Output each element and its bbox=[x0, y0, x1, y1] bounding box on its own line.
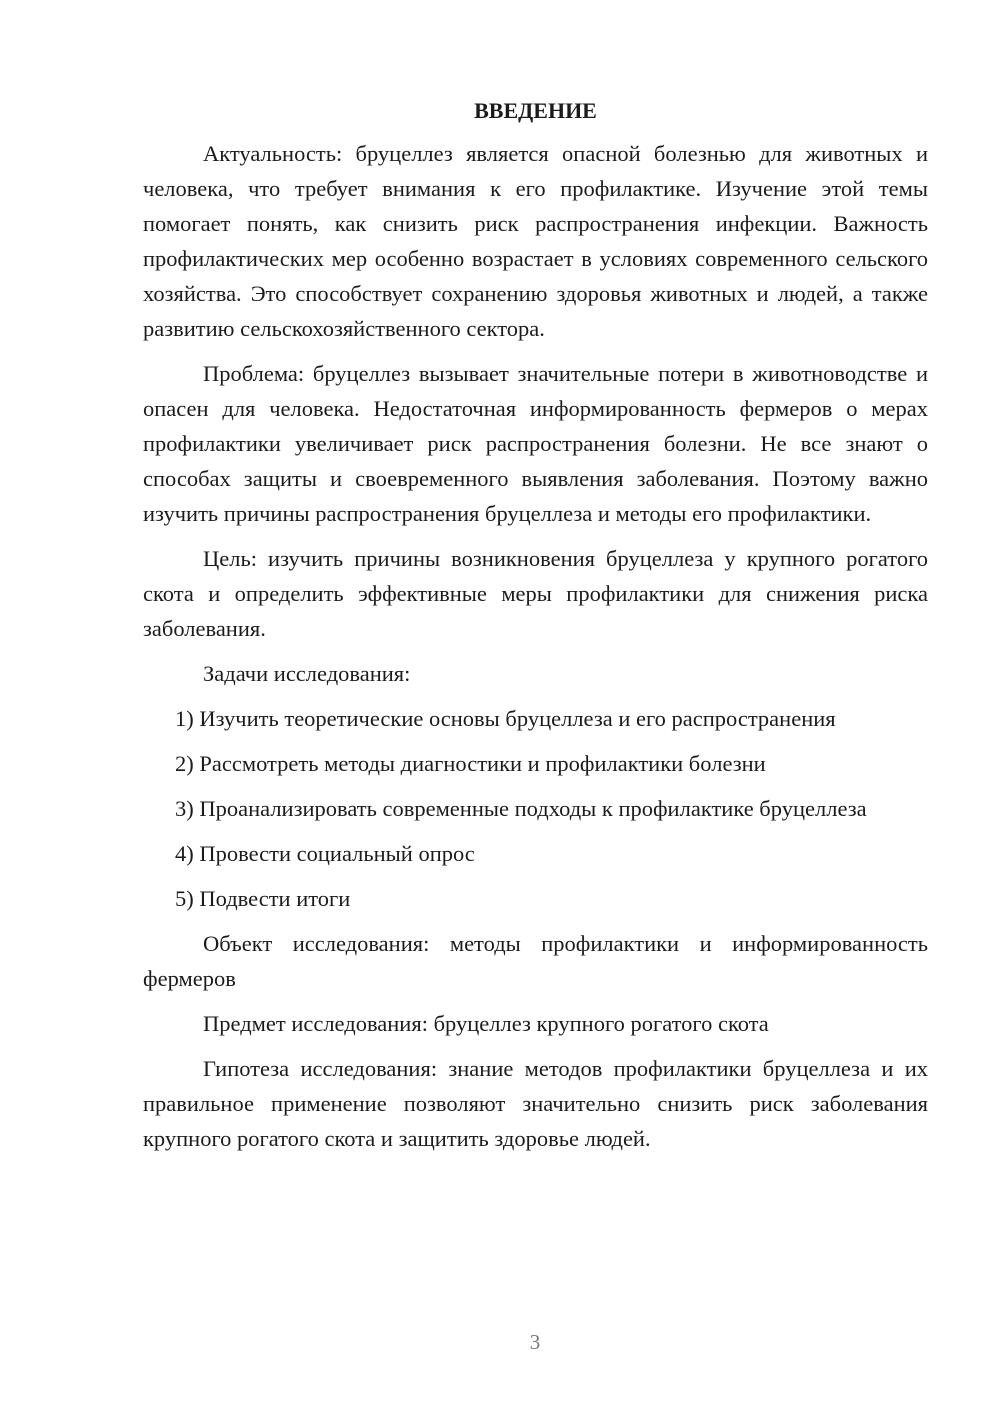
subject-paragraph: Предмет исследования: бруцеллез крупного рогатого скота bbox=[203, 1011, 769, 1036]
document-page bbox=[143, 93, 928, 1166]
object-paragraph: Объект исследования: методы профилактики и информированность фермеров bbox=[143, 931, 928, 991]
tasks-heading: Задачи исследования: bbox=[203, 661, 411, 686]
task-item-5: 5) Подвести итоги bbox=[175, 886, 351, 911]
section-title: ВВЕДЕНИЕ bbox=[474, 98, 597, 123]
hypothesis-paragraph: Гипотеза исследования: знание методов профилактики бруцеллеза и их правильное применение позволяют значительно снизить риск заболевания крупного рогатого скота и защитить здоровье людей. bbox=[143, 1056, 928, 1151]
task-item-4: 4) Провести социальный опрос bbox=[175, 841, 475, 866]
problem-paragraph: Проблема: бруцеллез вызывает значительные потери в животноводстве и опасен для человека. Недостаточная информированность фермеров о мерах профилактики увеличивает риск распространения болезни. Не все знают о способах защиты и своевременного выявления заболевания. Поэтому важно изучить причины распространения бруцеллеза и методы его профилактики. bbox=[143, 361, 928, 526]
relevance-paragraph: Актуальность: бруцеллез является опасной болезнью для животных и человека, что требует внимания к его профилактике. Изучение этой темы помогает понять, как снизить риск распространения инфекции. Важность профилактических мер особенно возрастает в условиях современного сельского хозяйства. Это способствует сохранению здоровья животных и людей, а также развитию сельскохозяйственного сектора. bbox=[143, 141, 928, 341]
task-item-2: 2) Рассмотреть методы диагностики и профилактики болезни bbox=[175, 751, 766, 776]
page-number: 3 bbox=[529, 1330, 541, 1354]
goal-paragraph: Цель: изучить причины возникновения бруцеллеза у крупного рогатого скота и определить эффективные меры профилактики для снижения риска заболевания. bbox=[143, 546, 928, 641]
task-item-3: 3) Проанализировать современные подходы к профилактике бруцеллеза bbox=[175, 796, 867, 821]
task-item-1: 1) Изучить теоретические основы бруцеллеза и его распространения bbox=[175, 706, 836, 731]
